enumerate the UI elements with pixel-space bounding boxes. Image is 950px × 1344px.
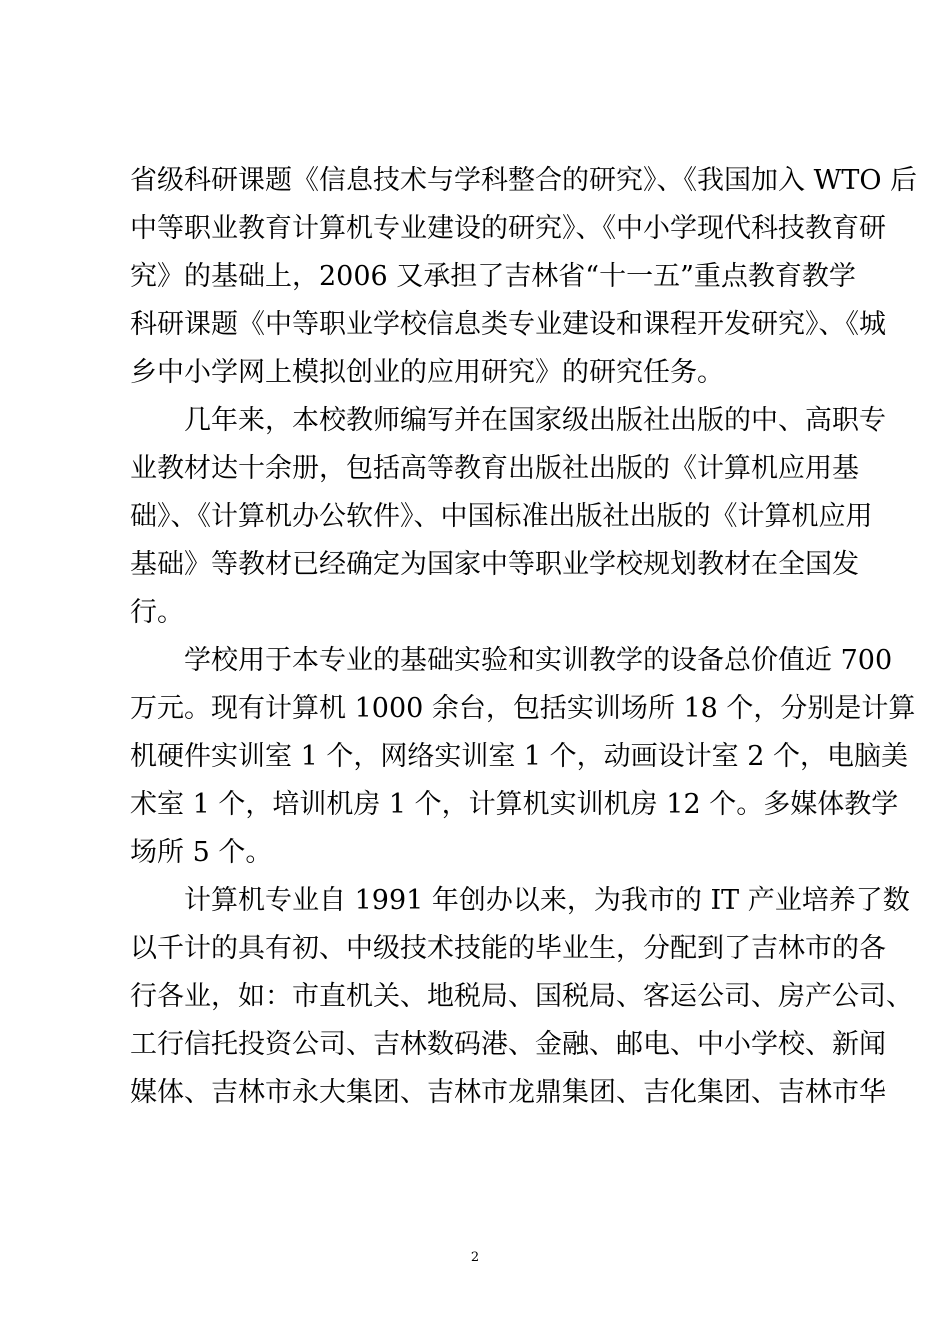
- text-line: 行各业，如：市直机关、地税局、国税局、客运公司、房产公司、: [130, 981, 913, 1012]
- text-line: 乡中小学网上模拟创业的应用研究》的研究任务。: [130, 357, 724, 388]
- paragraph-2: [130, 397, 886, 637]
- paragraph-1: [130, 157, 918, 397]
- text-line: 究》的基础上，2006 又承担了吉林省“十一五”重点教育教学: [130, 261, 856, 292]
- page-number: 2: [470, 1250, 480, 1265]
- text-line: 省级科研课题《信息技术与学科整合的研究》、《我国加入 WTO 后: [130, 165, 918, 196]
- text-line: 计算机专业自 1991 年创办以来，为我市的 IT 产业培养了数: [184, 885, 910, 916]
- text-line: 基础》等教材已经确定为国家中等职业学校规划教材在全国发: [130, 549, 859, 580]
- text-line: 术室 1 个，培训机房 1 个，计算机实训机房 12 个。多媒体教学: [130, 789, 899, 820]
- document-body: [130, 157, 918, 1117]
- text-line: 机硬件实训室 1 个，网络实训室 1 个，动画设计室 2 个，电脑美: [130, 741, 909, 772]
- text-line: 业教材达十余册，包括高等教育出版社出版的《计算机应用基: [130, 453, 859, 484]
- text-line: 础》、《计算机办公软件》、中国标准出版社出版的《计算机应用: [130, 501, 873, 532]
- text-line: 科研课题《中等职业学校信息类专业建设和课程开发研究》、《城: [130, 309, 886, 340]
- paragraph-4: [130, 877, 913, 1117]
- text-line: 行。: [130, 597, 184, 628]
- text-line: 场所 5 个。: [130, 837, 273, 868]
- text-line: 中等职业教育计算机专业建设的研究》、《中小学现代科技教育研: [130, 213, 886, 244]
- paragraph-3: [130, 637, 916, 877]
- text-line: 万元。现有计算机 1000 余台，包括实训场所 18 个，分别是计算: [130, 693, 916, 724]
- text-line: 工行信托投资公司、吉林数码港、金融、邮电、中小学校、新闻: [130, 1029, 886, 1060]
- text-line: 几年来，本校教师编写并在国家级出版社出版的中、高职专: [184, 405, 886, 436]
- text-line: 以千计的具有初、中级技术技能的毕业生，分配到了吉林市的各: [130, 933, 886, 964]
- text-line: 媒体、吉林市永大集团、吉林市龙鼎集团、吉化集团、吉林市华: [130, 1077, 886, 1108]
- text-line: 学校用于本专业的基础实验和实训教学的设备总价值近 700: [184, 645, 893, 676]
